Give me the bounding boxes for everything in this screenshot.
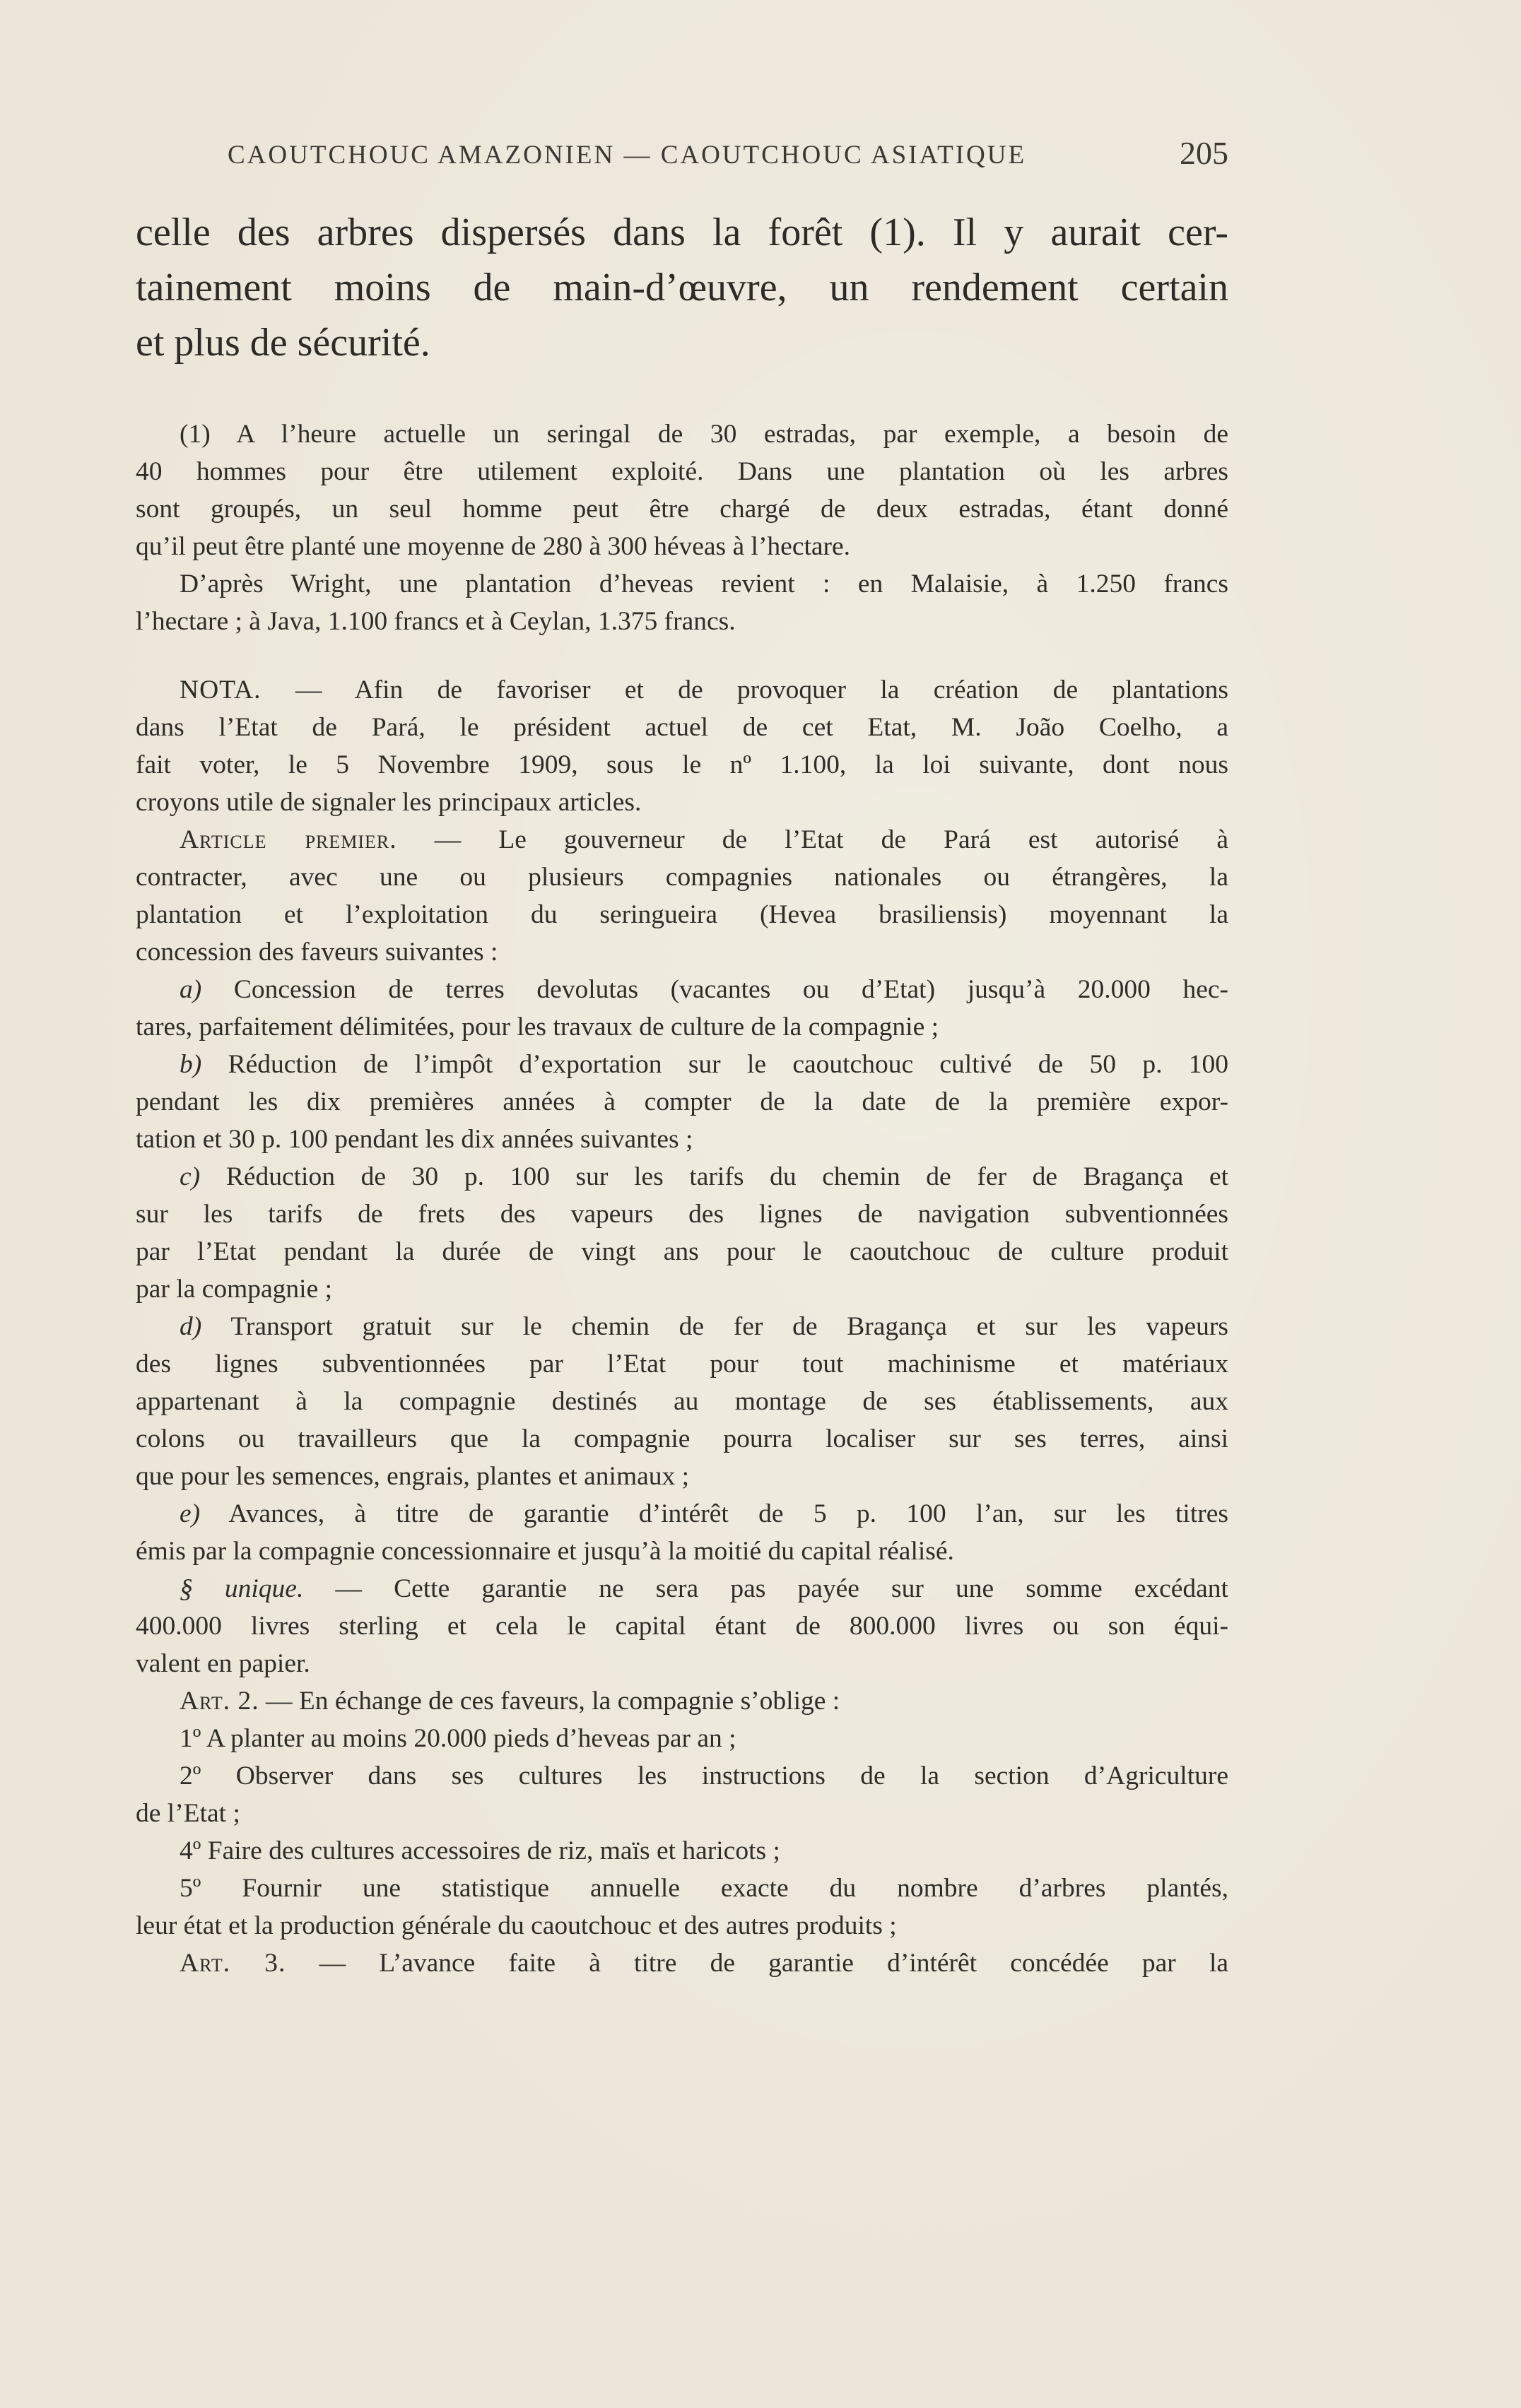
article-premier-label: Article premier. [180, 825, 397, 854]
body-line: tainement moins de main-d’œuvre, un rendement certain [136, 266, 1228, 309]
footnote-line: qu’il peut être planté une moyenne de 280 à 300 héveas à l’hectare. [136, 532, 851, 561]
nota-line: NOTA. — Afin de favoriser et de provoquer la création de plantations [180, 675, 1229, 704]
item-c-line: par l’Etat pendant la durée de vingt ans pour le caoutchouc de culture produit [136, 1237, 1228, 1266]
page-header [228, 134, 1228, 177]
obligation-line: de l’Etat ; [136, 1799, 240, 1828]
body-line: celle des arbres dispersés dans la forêt (1). Il y aurait cer- [136, 211, 1228, 254]
paragraph-unique-label: § unique. [180, 1574, 304, 1603]
item-e-line: e) Avances, à titre de garantie d’intérêt de 5 p. 100 l’an, sur les titres [180, 1499, 1228, 1528]
item-d-line: d) Transport gratuit sur le chemin de fer de Bragança et sur les vapeurs [180, 1312, 1228, 1341]
main-paragraph [136, 205, 1228, 370]
obligation-line: 2º Observer dans ses cultures les instructions de la section d’Agriculture [180, 1761, 1229, 1790]
item-e-line: émis par la compagnie concessionnaire et jusqu’à la moitié du capital réalisé. [136, 1537, 954, 1566]
obligation-line: 1º A planter au moins 20.000 pieds d’heveas par an ; [180, 1724, 736, 1753]
article-premier-line: plantation et l’exploitation du seringueira (Hevea brasiliensis) moyennant la [136, 900, 1228, 929]
article-premier-line: concession des faveurs suivantes : [136, 938, 498, 967]
footnote-line: D’après Wright, une plantation d’heveas revient : en Malaisie, à 1.250 francs [180, 569, 1228, 598]
footnote-line: l’hectare ; à Java, 1.100 francs et à Ceylan, 1.375 francs. [136, 607, 736, 636]
body-line: et plus de sécurité. [136, 321, 430, 365]
paragraph-unique-line: § unique. — Cette garantie ne sera pas payée sur une somme excédant [180, 1574, 1228, 1603]
obligation-line: 5º Fournir une statistique annuelle exacte du nombre d’arbres plantés, [180, 1874, 1228, 1903]
art2-line: Art. 2. — En échange de ces faveurs, la compagnie s’oblige : [180, 1687, 840, 1716]
item-c-line: sur les tarifs de frets des vapeurs des lignes de navigation subventionnées [136, 1200, 1228, 1229]
running-title: CAOUTCHOUC AMAZONIEN — CAOUTCHOUC ASIATIQUE [228, 141, 1027, 170]
item-c-line: par la compagnie ; [136, 1275, 333, 1304]
paragraph-unique-line: valent en papier. [136, 1649, 310, 1678]
item-d-line: que pour les semences, engrais, plantes et animaux ; [136, 1462, 690, 1491]
article-premier-line: Article premier. — Le gouverneur de l’Etat de Pará est autorisé à [180, 825, 1229, 854]
nota-section [136, 671, 1228, 1982]
item-b-line: b) Réduction de l’impôt d’exportation sur le caoutchouc cultivé de 50 p. 100 [180, 1050, 1229, 1079]
item-b-line: tation et 30 p. 100 pendant les dix années suivantes ; [136, 1125, 693, 1154]
obligation-line: 4º Faire des cultures accessoires de riz, maïs et haricots ; [180, 1836, 780, 1865]
item-c-line: c) Réduction de 30 p. 100 sur les tarifs du chemin de fer de Bragança et [180, 1162, 1229, 1191]
article-premier-line: contracter, avec une ou plusieurs compagnies nationales ou étrangères, la [136, 863, 1228, 892]
paragraph-unique-line: 400.000 livres sterling et cela le capital étant de 800.000 livres ou son équi- [136, 1612, 1228, 1641]
nota-line: croyons utile de signaler les principaux articles. [136, 788, 642, 817]
footnote-line: sont groupés, un seul homme peut être chargé de deux estradas, étant donné [136, 495, 1228, 524]
nota-line: fait voter, le 5 Novembre 1909, sous le nº 1.100, la loi suivante, dont nous [136, 750, 1228, 779]
item-a-line: a) Concession de terres devolutas (vacantes ou d’Etat) jusqu’à 20.000 hec- [180, 975, 1228, 1004]
art2-label: Art. 2. [180, 1687, 259, 1716]
item-d-line: appartenant à la compagnie destinés au montage de ses établissements, aux [136, 1387, 1228, 1416]
item-d-line: des lignes subventionnées par l’Etat pour tout machinisme et matériaux [136, 1350, 1228, 1379]
item-a-line: tares, parfaitement délimitées, pour les travaux de culture de la compagnie ; [136, 1013, 939, 1041]
item-b-line: pendant les dix premières années à compter de la date de la première expor- [136, 1087, 1228, 1116]
nota-label: NOTA. [180, 675, 262, 704]
item-d-line: colons ou travailleurs que la compagnie pourra localiser sur ses terres, ainsi [136, 1424, 1228, 1453]
footnote-line: (1) A l’heure actuelle un seringal de 30 estradas, par exemple, a besoin de [180, 420, 1228, 449]
footnote [136, 415, 1228, 640]
art3-line: Art. 3. — L’avance faite à titre de garantie d’intérêt concédée par la [180, 1949, 1229, 1978]
page-number: 205 [1180, 135, 1228, 171]
obligation-line: leur état et la production générale du caoutchouc et des autres produits ; [136, 1911, 897, 1940]
art3-label: Art. 3. [180, 1949, 286, 1978]
nota-line: dans l’Etat de Pará, le président actuel de cet Etat, M. João Coelho, a [136, 713, 1228, 742]
footnote-line: 40 hommes pour être utilement exploité. Dans une plantation où les arbres [136, 457, 1228, 486]
